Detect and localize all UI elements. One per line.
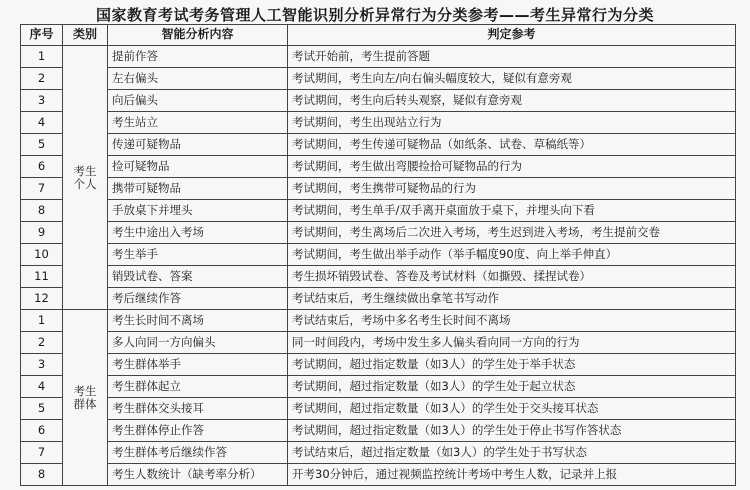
judgement-reference: 考试期间，考生做出弯腰捡拾可疑物品的行为 [288,156,736,178]
row-number: 8 [21,464,63,486]
analysis-content: 提前作答 [108,46,288,68]
table-row [21,420,736,442]
row-number: 12 [21,288,63,310]
category-label-line2: 个人 [73,176,97,191]
category-label-line1: 考生 [73,383,97,398]
table-row [21,68,736,90]
table-row [21,200,736,222]
category-label-line1: 考生 [73,163,97,178]
judgement-reference: 考试结束后，考生继续做出拿笔书写动作 [288,288,736,310]
row-number: 9 [21,222,63,244]
analysis-content: 传递可疑物品 [108,134,288,156]
table-row [21,310,736,332]
judgement-reference: 考试期间，考生向后转头观察，疑似有意旁观 [288,90,736,112]
analysis-content: 手放桌下并埋头 [108,200,288,222]
row-number: 5 [21,398,63,420]
header-content: 智能分析内容 [108,25,288,46]
analysis-content: 考生举手 [108,244,288,266]
category-cell [63,46,108,310]
judgement-reference: 考试期间，考生传递可疑物品（如纸条、试卷、草稿纸等） [288,134,736,156]
table-row [21,222,736,244]
header-no: 序号 [21,25,63,46]
row-number: 6 [21,156,63,178]
table-header-row [21,25,736,46]
analysis-content: 考后继续作答 [108,288,288,310]
row-number: 4 [21,376,63,398]
row-number: 3 [21,90,63,112]
table-row [21,244,736,266]
judgement-reference: 考试结束后，考场中多名考生长时间不离场 [288,310,736,332]
table-row [21,134,736,156]
analysis-content: 销毁试卷、答案 [108,266,288,288]
analysis-content: 考生群体举手 [108,354,288,376]
row-number: 5 [21,134,63,156]
judgement-reference: 考试期间，考生离场后二次进入考场，考生迟到进入考场，考生提前交卷 [288,222,736,244]
row-number: 10 [21,244,63,266]
judgement-reference: 考试期间，考生向左/向右偏头幅度较大，疑似有意旁观 [288,68,736,90]
table-row [21,442,736,464]
table-row [21,156,736,178]
header-category: 类别 [63,25,108,46]
table-row [21,332,736,354]
row-number: 6 [21,420,63,442]
row-number: 8 [21,200,63,222]
analysis-content: 左右偏头 [108,68,288,90]
table-row [21,90,736,112]
analysis-content: 向后偏头 [108,90,288,112]
judgement-reference: 考生损坏销毁试卷、答卷及考试材料（如撕毁、揉捏试卷） [288,266,736,288]
row-number: 1 [21,310,63,332]
table-row [21,46,736,68]
table-row [21,376,736,398]
row-number: 4 [21,112,63,134]
judgement-reference: 考试期间，超过指定数量（如3人）的学生处于起立状态 [288,376,736,398]
row-number: 7 [21,442,63,464]
judgement-reference: 考试期间，考生出现站立行为 [288,112,736,134]
analysis-content: 考生群体起立 [108,376,288,398]
analysis-content: 考生长时间不离场 [108,310,288,332]
analysis-content: 考生中途出入考场 [108,222,288,244]
table-row [21,354,736,376]
table-row [21,288,736,310]
judgement-reference: 同一时间段内，考场中发生多人偏头看向同一方向的行为 [288,332,736,354]
row-number: 7 [21,178,63,200]
row-number: 1 [21,46,63,68]
table-row [21,464,736,486]
analysis-content: 考生群体交头接耳 [108,398,288,420]
row-number: 3 [21,354,63,376]
judgement-reference: 考试开始前，考生提前答题 [288,46,736,68]
table-row [21,398,736,420]
analysis-content: 考生群体停止作答 [108,420,288,442]
behavior-table [20,24,736,486]
analysis-content: 捡可疑物品 [108,156,288,178]
analysis-content: 考生人数统计（缺考率分析） [108,464,288,486]
category-cell [63,310,108,486]
judgement-reference: 开考30分钟后，通过视频监控统计考场中考生人数，记录并上报 [288,464,736,486]
row-number: 11 [21,266,63,288]
table-body [21,46,736,486]
analysis-content: 携带可疑物品 [108,178,288,200]
judgement-reference: 考试期间，超过指定数量（如3人）的学生处于交头接耳状态 [288,398,736,420]
table-row [21,178,736,200]
analysis-content: 考生群体考后继续作答 [108,442,288,464]
judgement-reference: 考试期间，考生携带可疑物品的行为 [288,178,736,200]
judgement-reference: 考试期间，超过指定数量（如3人）的学生处于举手状态 [288,354,736,376]
document-title: 国家教育考试考务管理人工智能识别分析异常行为分类参考——考生异常行为分类 [95,6,654,24]
judgement-reference: 考试期间，考生做出举手动作（举手幅度90度、向上举手伸直） [288,244,736,266]
analysis-content: 考生站立 [108,112,288,134]
judgement-reference: 考试期间，超过指定数量（如3人）的学生处于停止书写作答状态 [288,420,736,442]
header-reference: 判定参考 [288,25,736,46]
table-row [21,266,736,288]
row-number: 2 [21,68,63,90]
analysis-content: 多人向同一方向偏头 [108,332,288,354]
judgement-reference: 考试期间，考生单手/双手离开桌面放于桌下，并埋头向下看 [288,200,736,222]
judgement-reference: 考试结束后，超过指定数量（如3人）的学生处于书写状态 [288,442,736,464]
row-number: 2 [21,332,63,354]
table-row [21,112,736,134]
category-label-line2: 群体 [73,396,97,411]
